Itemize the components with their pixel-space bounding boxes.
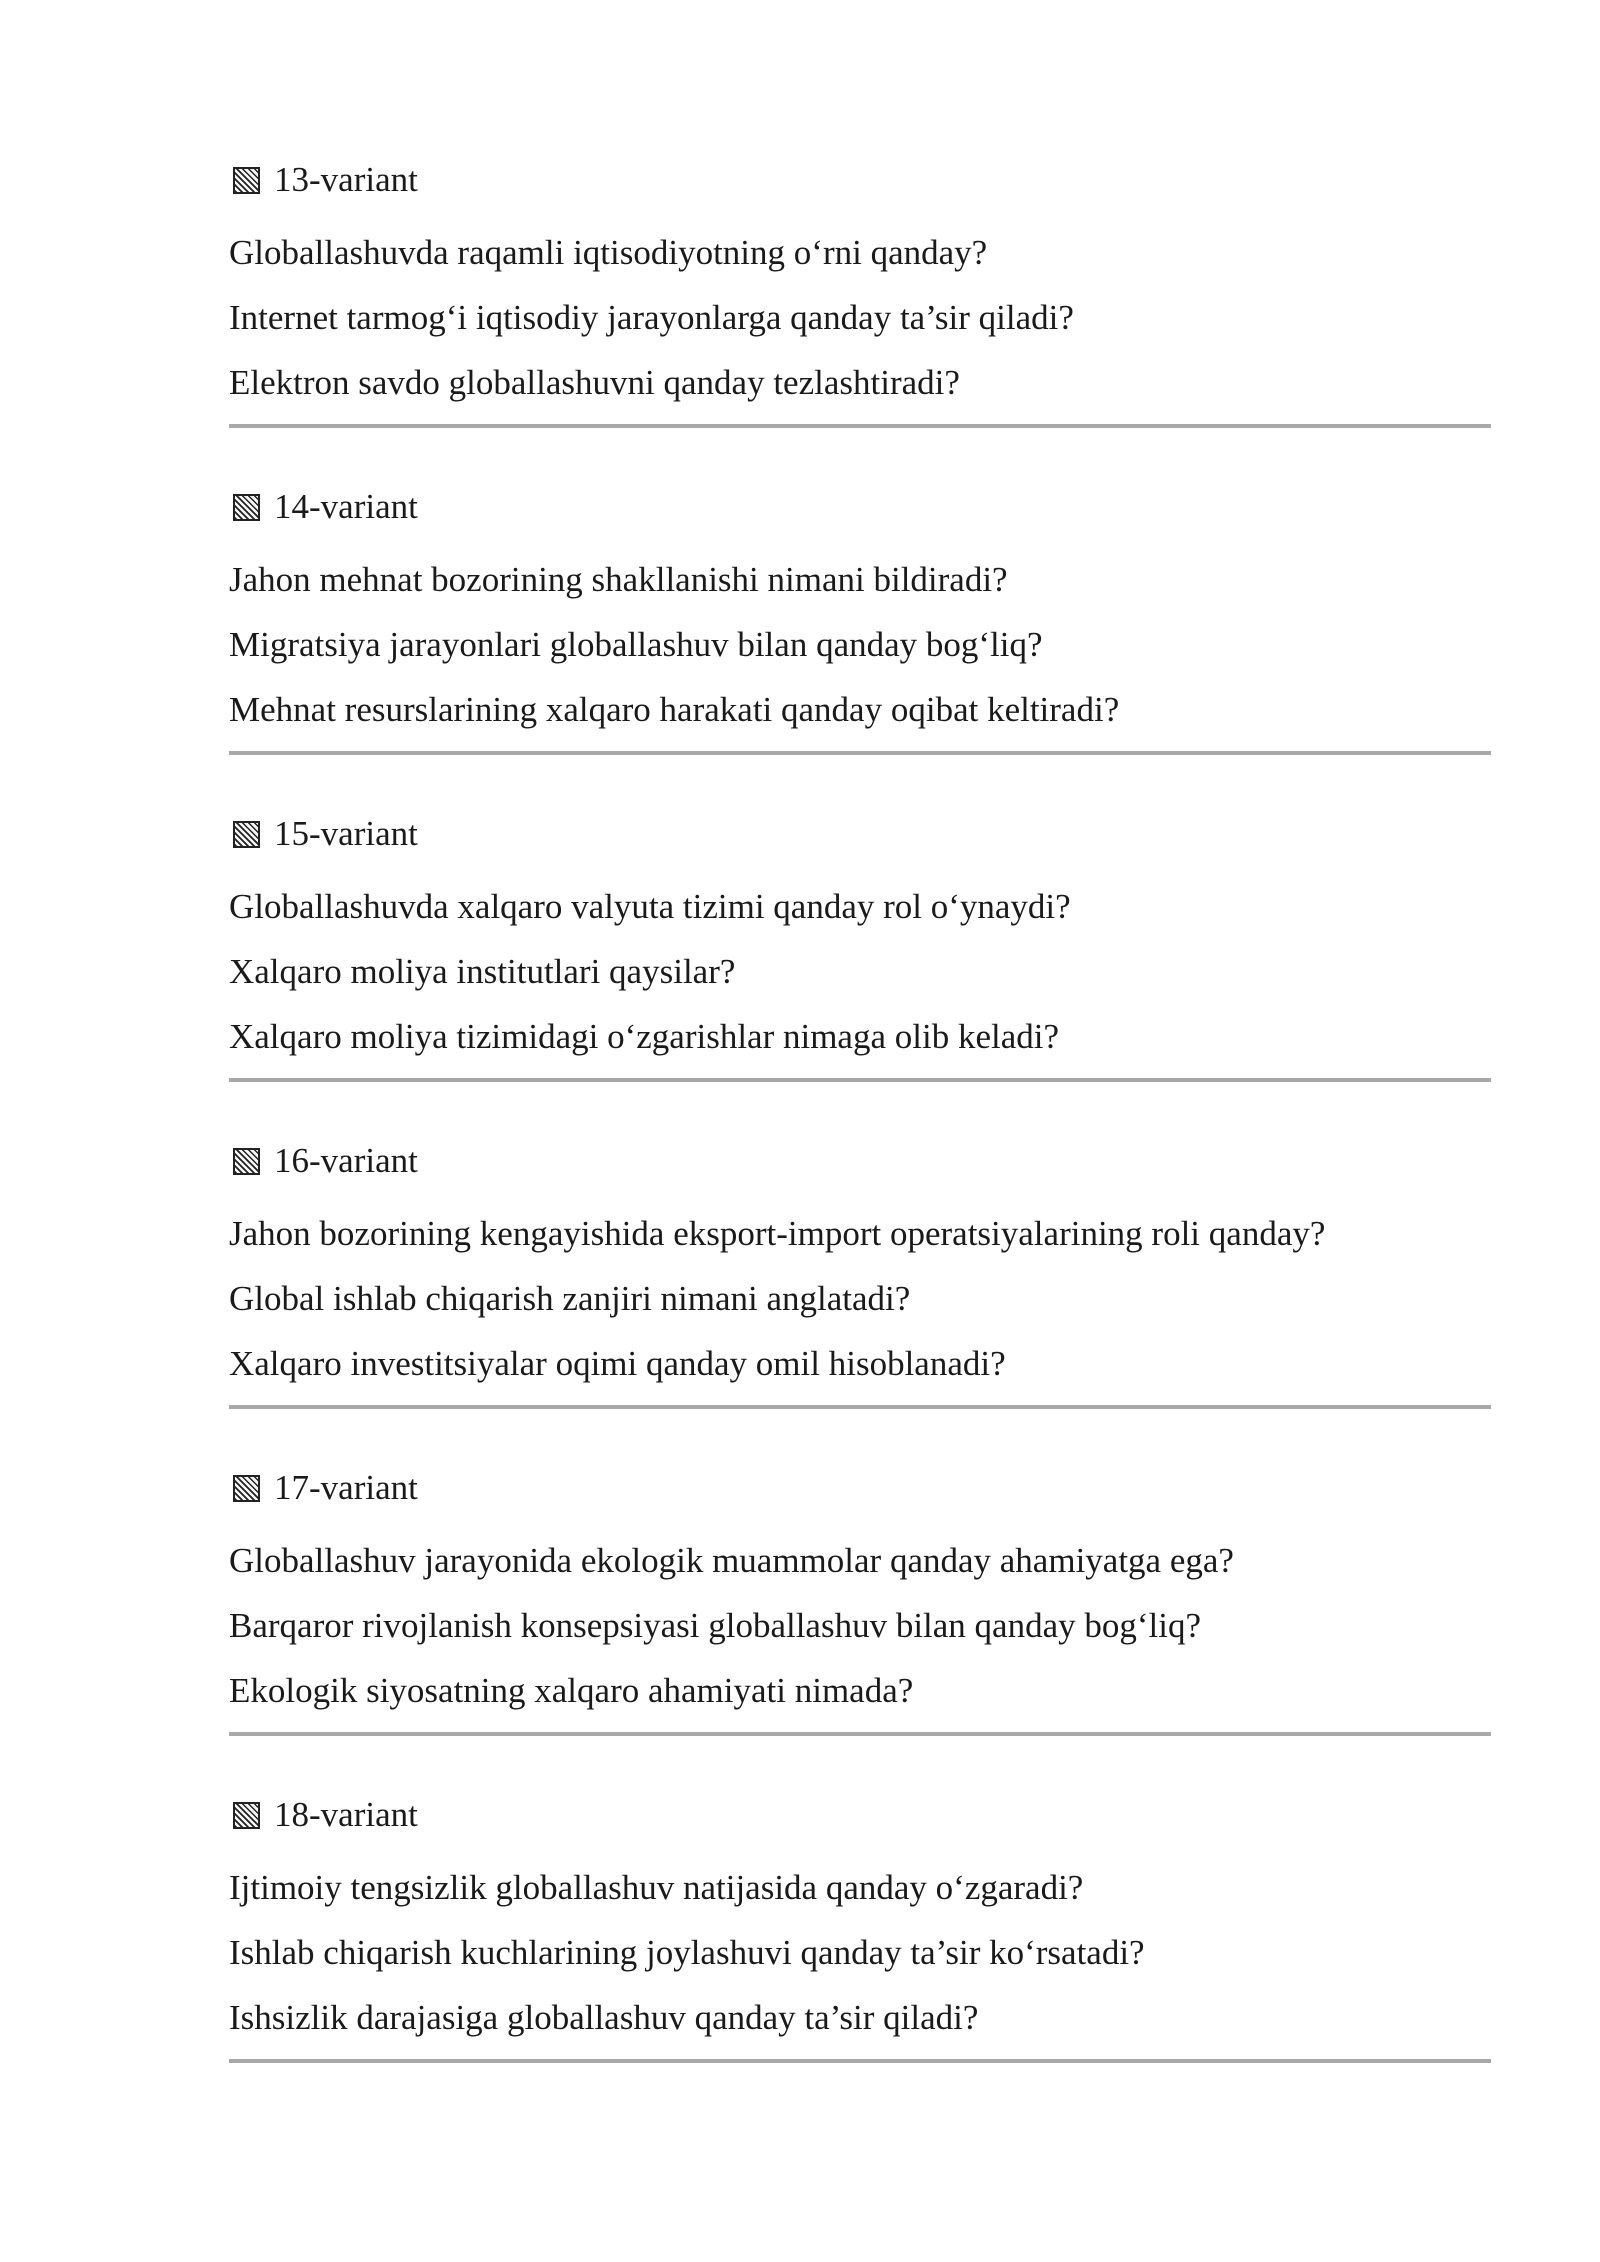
section-divider xyxy=(229,1078,1491,1082)
question-item: Elektron savdo globallashuvni qanday tezlashtiradi? xyxy=(229,363,960,402)
question-item: Xalqaro investitsiyalar oqimi qanday omil hisoblanadi? xyxy=(229,1344,1006,1383)
question-list xyxy=(229,874,1491,1069)
hatched-square-icon xyxy=(233,1475,260,1502)
variant-title: 17-variant xyxy=(274,1468,418,1507)
section-divider xyxy=(229,424,1491,428)
question-item: Jahon bozorining kengayishida eksport-import operatsiyalarining roli qanday? xyxy=(229,1214,1326,1253)
section-divider xyxy=(229,1405,1491,1409)
variant-title: 13-variant xyxy=(274,160,418,199)
question-item: Migratsiya jarayonlari globallashuv bilan qanday bog‘liq? xyxy=(229,625,1043,664)
question-item: Ishsizlik darajasiga globallashuv qanday ta’sir qiladi? xyxy=(229,1998,979,2037)
question-list xyxy=(229,220,1491,415)
variant-title: 15-variant xyxy=(274,814,418,853)
variant-section-18 xyxy=(229,1785,1491,2112)
document-page xyxy=(229,150,1491,2112)
section-divider xyxy=(229,1732,1491,1736)
variant-heading xyxy=(229,1785,1491,1845)
variant-heading xyxy=(229,150,1491,210)
question-item: Xalqaro moliya tizimidagi o‘zgarishlar nimaga olib keladi? xyxy=(229,1017,1060,1056)
variant-title: 16-variant xyxy=(274,1141,418,1180)
variant-heading xyxy=(229,1131,1491,1191)
variant-section-16 xyxy=(229,1131,1491,1458)
question-item: Barqaror rivojlanish konsepsiyasi globallashuv bilan qanday bog‘liq? xyxy=(229,1606,1202,1645)
variant-section-17 xyxy=(229,1458,1491,1785)
hatched-square-icon xyxy=(233,1802,260,1829)
variant-section-14 xyxy=(229,477,1491,804)
question-item: Jahon mehnat bozorining shakllanishi nimani bildiradi? xyxy=(229,560,1008,599)
variant-heading xyxy=(229,804,1491,864)
question-list xyxy=(229,547,1491,742)
question-item: Globallashuvda raqamli iqtisodiyotning o‘rni qanday? xyxy=(229,233,988,272)
question-list xyxy=(229,1855,1491,2050)
question-list xyxy=(229,1528,1491,1723)
variant-heading xyxy=(229,477,1491,537)
question-item: Ekologik siyosatning xalqaro ahamiyati nimada? xyxy=(229,1671,914,1710)
question-list xyxy=(229,1201,1491,1396)
variant-heading xyxy=(229,1458,1491,1518)
hatched-square-icon xyxy=(233,167,260,194)
question-item: Global ishlab chiqarish zanjiri nimani anglatadi? xyxy=(229,1279,911,1318)
variant-section-15 xyxy=(229,804,1491,1131)
section-divider xyxy=(229,751,1491,755)
variant-title: 18-variant xyxy=(274,1795,418,1834)
question-item: Globallashuvda xalqaro valyuta tizimi qanday rol o‘ynaydi? xyxy=(229,887,1071,926)
variant-section-13 xyxy=(229,150,1491,477)
question-item: Ijtimoiy tengsizlik globallashuv natijasida qanday o‘zgaradi? xyxy=(229,1868,1084,1907)
hatched-square-icon xyxy=(233,1148,260,1175)
hatched-square-icon xyxy=(233,821,260,848)
variant-title: 14-variant xyxy=(274,487,418,526)
section-divider xyxy=(229,2059,1491,2063)
question-item: Internet tarmog‘i iqtisodiy jarayonlarga qanday ta’sir qiladi? xyxy=(229,298,1074,337)
question-item: Mehnat resurslarining xalqaro harakati qanday oqibat keltiradi? xyxy=(229,690,1120,729)
question-item: Ishlab chiqarish kuchlarining joylashuvi qanday ta’sir ko‘rsatadi? xyxy=(229,1933,1145,1972)
hatched-square-icon xyxy=(233,494,260,521)
question-item: Xalqaro moliya institutlari qaysilar? xyxy=(229,952,736,991)
question-item: Globallashuv jarayonida ekologik muammolar qanday ahamiyatga ega? xyxy=(229,1541,1234,1580)
